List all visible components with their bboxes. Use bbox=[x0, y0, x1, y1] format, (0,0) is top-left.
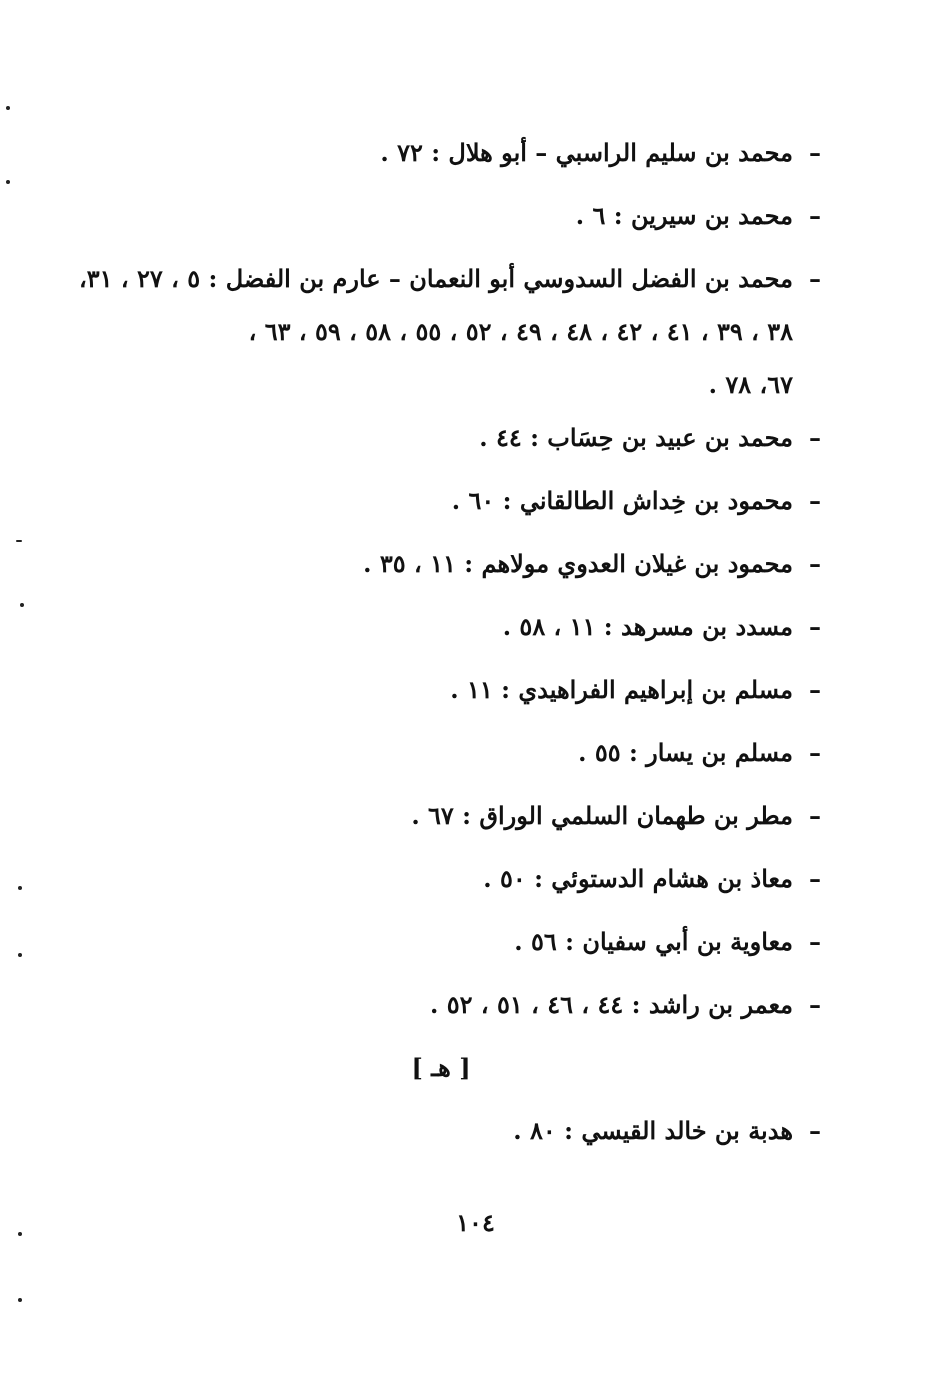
entry-dash: – bbox=[809, 201, 821, 230]
scan-speck bbox=[16, 540, 22, 542]
entry-line: مسلم بن يسار : ٥٥ . bbox=[578, 738, 793, 767]
entry-dash: – bbox=[809, 1116, 821, 1145]
entry-dash: – bbox=[809, 423, 821, 452]
entry-text bbox=[121, 793, 793, 856]
index-entry bbox=[121, 478, 821, 541]
section-heading: [ هـ ] bbox=[411, 1053, 471, 1082]
entry-text bbox=[79, 256, 793, 415]
entry-dash: – bbox=[809, 264, 821, 293]
scan-speck bbox=[18, 1298, 22, 1302]
index-entry bbox=[79, 256, 821, 415]
scan-speck bbox=[18, 953, 22, 957]
index-entry bbox=[121, 856, 821, 919]
entry-dash: – bbox=[809, 549, 821, 578]
entry-dash: – bbox=[809, 486, 821, 515]
entry-text bbox=[121, 130, 793, 193]
entry-dash: – bbox=[809, 138, 821, 167]
index-entry bbox=[121, 130, 821, 193]
entry-text bbox=[121, 982, 793, 1045]
index-entry bbox=[121, 415, 821, 478]
entry-text bbox=[121, 604, 793, 667]
entry-text bbox=[121, 478, 793, 541]
entry-dash: – bbox=[809, 738, 821, 767]
page-number: ١٠٤ bbox=[456, 1208, 495, 1237]
index-entry bbox=[121, 541, 821, 604]
entry-text bbox=[121, 1108, 793, 1171]
index-entry bbox=[121, 1108, 821, 1171]
scan-speck bbox=[18, 1232, 22, 1236]
entry-dash: – bbox=[809, 675, 821, 704]
entry-text bbox=[121, 730, 793, 793]
index-entry bbox=[121, 604, 821, 667]
entries-group-before bbox=[79, 130, 821, 1045]
entry-line: محمد بن عبيد بن حِسَاب : ٤٤ . bbox=[479, 423, 793, 452]
entry-line: محمود بن خِداش الطالقاني : ٦٠ . bbox=[451, 486, 793, 515]
entry-text bbox=[121, 193, 793, 256]
entry-text bbox=[121, 667, 793, 730]
index-entry bbox=[121, 193, 821, 256]
entry-line: محمد بن الفضل السدوسي أبو النعمان – عارم بن الفضل : ٥ ، ٢٧ ، ٣١، bbox=[79, 264, 793, 293]
entry-line: محمد بن سليم الراسبي – أبو هلال : ٧٢ . bbox=[380, 138, 793, 167]
entries-group-after bbox=[121, 1108, 821, 1171]
entry-line: ٣٨ ، ٣٩ ، ٤١ ، ٤٢ ، ٤٨ ، ٤٩ ، ٥٢ ، ٥٥ ، ٥٨ ، ٥٩ ، ٦٣ ، bbox=[248, 317, 793, 346]
entry-line: محمود بن غيلان العدوي مولاهم : ١١ ، ٣٥ . bbox=[363, 549, 793, 578]
scan-speck bbox=[6, 106, 10, 110]
entry-line: هدبة بن خالد القيسي : ٨٠ . bbox=[513, 1116, 793, 1145]
entry-line: مسدد بن مسرهد : ١١ ، ٥٨ . bbox=[502, 612, 793, 641]
entry-line: مطر بن طهمان السلمي الوراق : ٦٧ . bbox=[411, 801, 793, 830]
entry-line: معاذ بن هشام الدستوئي : ٥٠ . bbox=[483, 864, 793, 893]
entry-line: مسلم بن إبراهيم الفراهيدي : ١١ . bbox=[450, 675, 793, 704]
scan-speck bbox=[6, 180, 10, 184]
index-entries bbox=[79, 130, 821, 1171]
entry-text bbox=[121, 541, 793, 604]
entry-text bbox=[121, 415, 793, 478]
entry-dash: – bbox=[809, 864, 821, 893]
scan-speck bbox=[20, 603, 24, 607]
index-entry bbox=[121, 730, 821, 793]
index-entry bbox=[121, 919, 821, 982]
index-entry bbox=[121, 793, 821, 856]
entry-line: معمر بن راشد : ٤٤ ، ٤٦ ، ٥١ ، ٥٢ . bbox=[430, 990, 793, 1019]
entry-text bbox=[121, 919, 793, 982]
scan-speck bbox=[18, 886, 22, 890]
entry-dash: – bbox=[809, 612, 821, 641]
entry-dash: – bbox=[809, 990, 821, 1019]
index-entry bbox=[121, 667, 821, 730]
entry-line: معاوية بن أبي سفيان : ٥٦ . bbox=[514, 927, 793, 956]
entry-dash: – bbox=[809, 927, 821, 956]
entry-line: محمد بن سيرين : ٦ . bbox=[575, 201, 793, 230]
index-entry bbox=[121, 982, 821, 1045]
entry-dash: – bbox=[809, 801, 821, 830]
entry-text bbox=[121, 856, 793, 919]
entry-line: ٦٧، ٧٨ . bbox=[708, 370, 793, 399]
